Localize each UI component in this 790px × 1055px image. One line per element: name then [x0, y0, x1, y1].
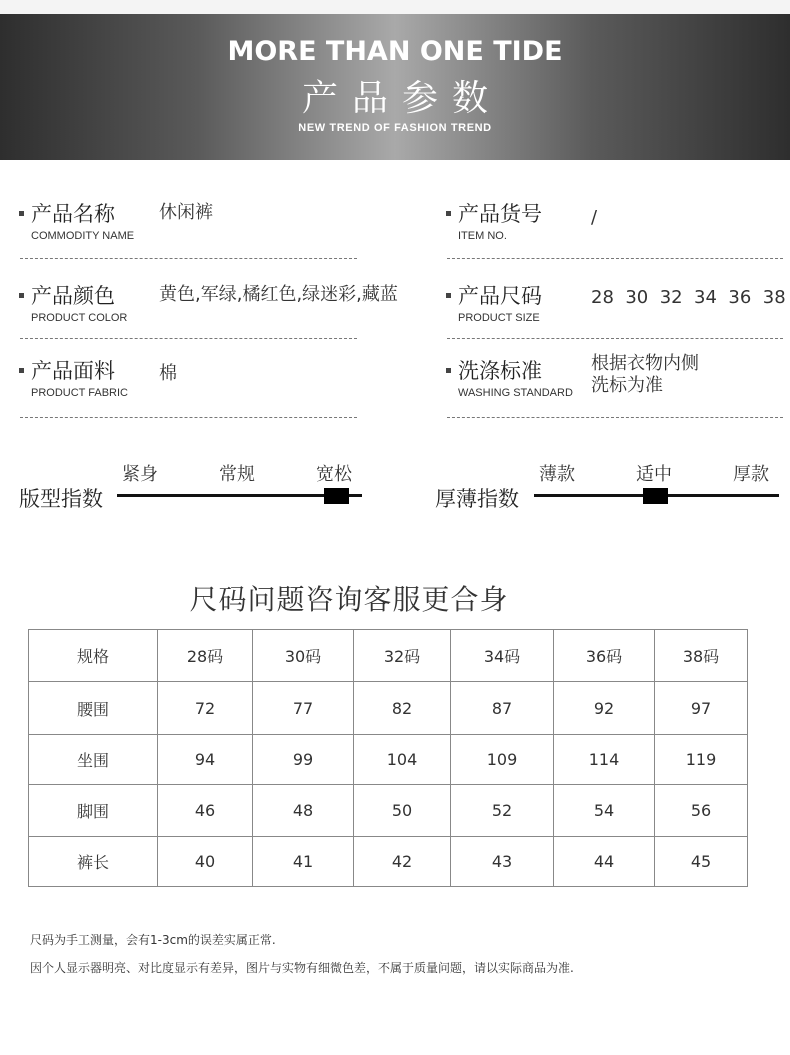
size-chart-table	[28, 629, 748, 887]
table-cell: 97	[655, 682, 748, 735]
attr-item-no	[446, 198, 786, 244]
table-cell: 87	[451, 682, 554, 735]
table-cell: 54	[554, 785, 655, 837]
attr-label-en: WASHING STANDARD	[458, 387, 573, 399]
attr-label-en: PRODUCT SIZE	[458, 312, 540, 324]
table-row	[29, 682, 748, 735]
table-header-cell: 34码	[451, 630, 554, 682]
fit-option-tight: 紧身	[122, 464, 158, 485]
top-gap	[0, 0, 790, 14]
banner-title-cn: 产品参数	[301, 78, 502, 119]
fit-index-title: 版型指数	[19, 487, 103, 511]
divider	[20, 417, 357, 418]
attr-label: 产品货号	[458, 202, 542, 226]
attr-label-en: PRODUCT FABRIC	[31, 387, 128, 399]
bullet-icon	[19, 368, 24, 373]
attr-value: 棉	[159, 363, 177, 384]
banner-title-en: MORE THAN ONE TIDE	[227, 36, 563, 67]
thickness-index-title: 厚薄指数	[435, 487, 519, 511]
table-cell: 48	[253, 785, 354, 837]
table-cell: 72	[158, 682, 253, 735]
table-cell: 56	[655, 785, 748, 837]
attr-product-fabric	[19, 355, 359, 401]
table-cell: 119	[655, 735, 748, 785]
table-cell: 45	[655, 837, 748, 887]
note-measurement: 尺码为手工测量，会有1-3cm的误差实属正常.	[30, 933, 276, 947]
attr-value: 28 30 32 34 36 38	[591, 287, 786, 308]
divider	[447, 258, 783, 259]
attr-label: 产品面料	[31, 359, 115, 383]
table-header-cell: 36码	[554, 630, 655, 682]
table-cell: 52	[451, 785, 554, 837]
divider	[20, 338, 357, 339]
attr-label: 产品尺码	[458, 284, 542, 308]
table-cell: 坐围	[29, 735, 158, 785]
table-cell: 99	[253, 735, 354, 785]
table-cell: 50	[354, 785, 451, 837]
table-cell: 77	[253, 682, 354, 735]
thickness-option-thick: 厚款	[733, 464, 769, 485]
banner-subtitle: NEW TREND OF FASHION TREND	[298, 122, 492, 134]
table-cell: 腰围	[29, 682, 158, 735]
attr-value: 黄色,军绿,橘红色,绿迷彩,藏蓝	[159, 284, 398, 305]
table-row	[29, 735, 748, 785]
table-cell: 109	[451, 735, 554, 785]
table-cell: 脚围	[29, 785, 158, 837]
bullet-icon	[19, 293, 24, 298]
attr-product-color	[19, 280, 429, 326]
table-header-cell: 规格	[29, 630, 158, 682]
table-cell: 40	[158, 837, 253, 887]
attr-label: 产品颜色	[31, 284, 115, 308]
thickness-scale-marker	[643, 488, 668, 504]
table-cell: 41	[253, 837, 354, 887]
table-cell: 104	[354, 735, 451, 785]
bullet-icon	[19, 211, 24, 216]
attr-value: /	[591, 207, 598, 228]
table-header-cell: 38码	[655, 630, 748, 682]
thickness-option-thin: 薄款	[539, 464, 575, 485]
attr-value-line1: 根据衣物内侧	[591, 353, 699, 374]
table-cell: 44	[554, 837, 655, 887]
divider	[447, 417, 783, 418]
bullet-icon	[446, 368, 451, 373]
table-cell: 42	[354, 837, 451, 887]
divider	[20, 258, 357, 259]
table-cell: 92	[554, 682, 655, 735]
table-cell: 94	[158, 735, 253, 785]
table-header-row	[29, 630, 748, 682]
table-row	[29, 785, 748, 837]
fit-option-regular: 常规	[219, 464, 255, 485]
table-cell: 82	[354, 682, 451, 735]
bullet-icon	[446, 211, 451, 216]
thickness-option-medium: 适中	[636, 464, 672, 485]
table-header-cell: 32码	[354, 630, 451, 682]
table-row	[29, 837, 748, 887]
fit-scale-marker	[324, 488, 349, 504]
attr-commodity-name	[19, 198, 359, 244]
note-color-difference: 因个人显示器明亮、对比度显示有差异，图片与实物有细微色差，不属于质量问题，请以实际商品为准.	[30, 961, 574, 975]
table-cell: 46	[158, 785, 253, 837]
attr-product-size	[446, 280, 786, 326]
attr-label: 洗涤标准	[458, 359, 542, 383]
table-cell: 114	[554, 735, 655, 785]
table-header-cell: 28码	[158, 630, 253, 682]
attr-label-en: ITEM NO.	[458, 230, 507, 242]
attr-label-en: PRODUCT COLOR	[31, 312, 128, 324]
attr-label: 产品名称	[31, 202, 115, 226]
header-banner	[0, 14, 790, 160]
attr-label-en: COMMODITY NAME	[31, 230, 135, 242]
table-cell: 裤长	[29, 837, 158, 887]
attr-value: 休闲裤	[159, 202, 213, 223]
fit-option-loose: 宽松	[316, 464, 352, 485]
attr-value-line2: 洗标为准	[591, 375, 663, 396]
bullet-icon	[446, 293, 451, 298]
divider	[447, 338, 783, 339]
size-chart-title: 尺码问题咨询客服更合身	[189, 583, 509, 616]
table-header-cell: 30码	[253, 630, 354, 682]
table-cell: 43	[451, 837, 554, 887]
attr-washing-standard	[446, 355, 786, 401]
